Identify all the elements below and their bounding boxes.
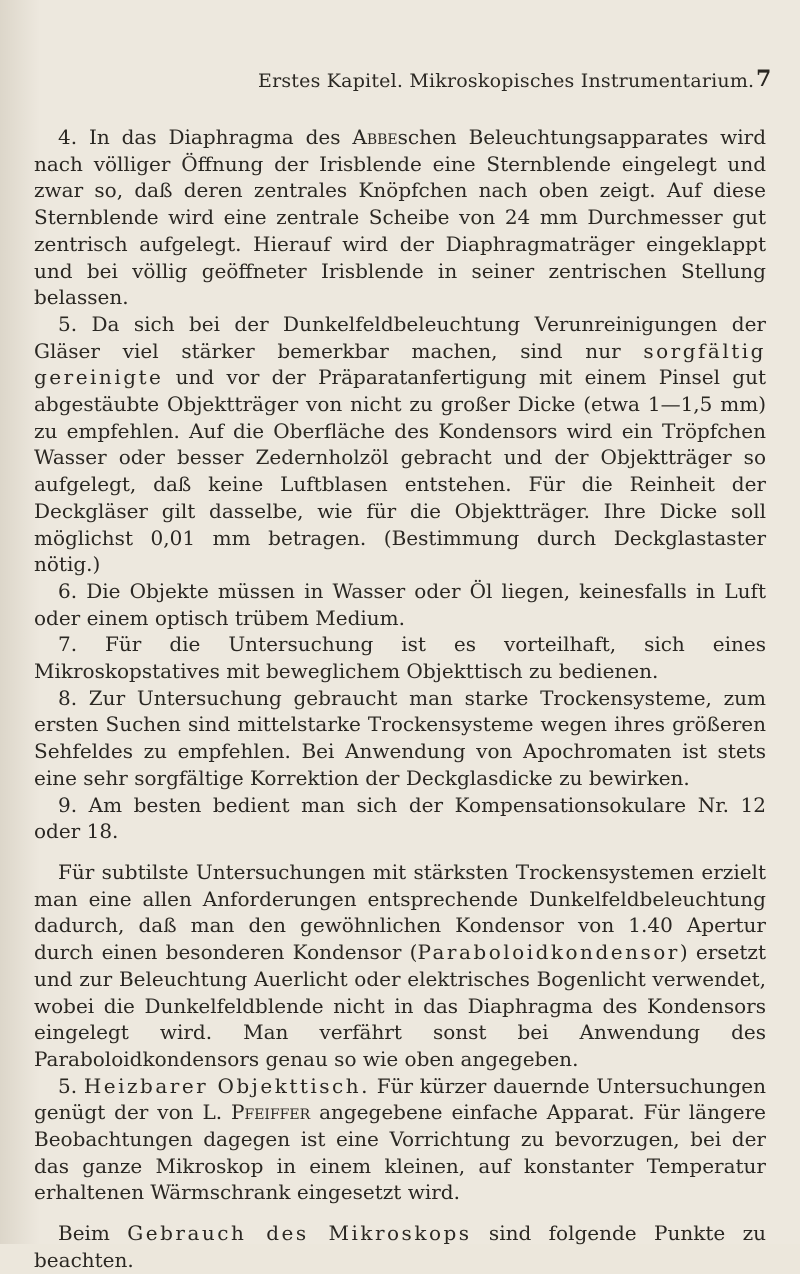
emphasis-gebrauch: Gebrauch des Mikroskops	[127, 1221, 472, 1246]
body-text	[34, 124, 766, 1274]
chapter-title: Erstes Kapitel. Mikroskopisches Instrumentarium.	[258, 70, 755, 92]
paragraph-gebrauch	[34, 1220, 766, 1273]
paragraph-11-text-1: Für kürzer dauernde Untersuchungen genügt der von L.	[34, 1073, 766, 1125]
paragraph-6: 6. Die Objekte müssen in Wasser oder Öl liegen, keinesfalls in Luft oder einem optisch trübem Medium.	[34, 578, 766, 630]
paragraph-4-lead: 4. In das Diaphragma des	[58, 125, 353, 149]
paragraph-5	[34, 311, 766, 578]
paragraph-paraboloid	[34, 859, 766, 1073]
paragraph-12-text: sind folgende Punkte zu beachten.	[34, 1221, 766, 1272]
author-name-abbe: Abbe	[352, 125, 398, 149]
paragraph-12-lead: Beim	[58, 1221, 128, 1246]
emphasis-sorgfaeltig: sorgfältig gereinigte	[34, 338, 766, 390]
paragraph-4-text: schen Beleuchtungsapparates wird nach völliger Öffnung der Irisblende eine Sternblende eingelegt und zwar so, daß deren zentrales Knöpfchen nach oben zeigt. Auf diese Sternblende wird eine zentrale Scheibe von 24 mm Durchmesser gut zentrisch aufgelegt. Hierauf wird der Diaphragmaträger eingeklappt und bei völlig geöffneter Irisblende in seiner zentrischen Stellung belassen.	[34, 125, 766, 310]
section-number: 5.	[58, 1073, 84, 1098]
emphasis-paraboloidkondensor: Paraboloidkondensor	[417, 940, 680, 965]
paragraph-paraboloid-text: ) ersetzt und zur Beleuchtung Auerlicht oder elektrisches Bogenlicht verwendet, wobei die Dunkelfeldblende nicht in das Diaphragma des Kondensors eingelegt wird. Man verfährt sonst bei Anwendung des Paraboloidkondensors genau so wie oben angegeben.	[34, 940, 766, 1071]
running-header	[258, 60, 800, 90]
author-name-pfeiffer: Pfeiffer	[231, 1100, 311, 1125]
paragraph-7: 7. Für die Untersuchung ist es vorteilhaft, sich eines Mikroskopstatives mit beweglichem Objekttisch zu bedienen.	[34, 632, 766, 684]
section-heading: Heizbarer Objekttisch.	[83, 1073, 370, 1098]
paragraph-5-lead: 5. Da sich bei der Dunkelfeldbeleuchtung Verunreinigungen der Gläser viel stärker bemerkbar machen, sind nur	[34, 311, 766, 363]
paragraph-4	[34, 124, 766, 311]
paragraph-heizbarer-objekttisch	[34, 1073, 766, 1207]
page-number: 7	[756, 66, 772, 92]
paragraph-paraboloid-lead: Für subtilste Untersuchungen mit stärksten Trockensystemen erzielt man eine allen Anforderungen entsprechende Dunkelfeldbeleuchtung dadurch, daß man den gewöhnlichen Kondensor von 1.40 Apertur durch einen besonderen Kondensor (	[34, 859, 766, 965]
paragraph-8: 8. Zur Untersuchung gebraucht man starke Trockensysteme, zum ersten Suchen sind mittelstarke Trockensysteme wegen ihres größeren Sehfeldes zu empfehlen. Bei Anwendung von Apochromaten ist stets eine sehr sorgfältige Korrektion der Deckglasdicke zu bewirken.	[34, 685, 766, 790]
paragraph-5-text: und vor der Präparatanfertigung mit einem Pinsel gut abgestäubte Objektträger von nicht zu großer Dicke (etwa 1—1,5 mm) zu empfehlen. Auf die Oberfläche des Kondensors wird ein Tröpfchen Wasser oder besser Zedernholzöl gebracht und der Objektträger so aufgelegt, daß keine Luftblasen entstehen. Für die Reinheit der Deckgläser gilt dasselbe, wie für die Objektträger. Ihre Dicke soll möglichst 0,01 mm betragen. (Bestimmung durch Deckglastaster nötig.)	[34, 365, 766, 577]
paragraph-9: 9. Am besten bedient man sich der Kompensationsokulare Nr. 12 oder 18.	[34, 792, 766, 844]
paragraph-11-text-2: angegebene einfache Apparat. Für längere Beobachtungen dagegen ist eine Vorrichtung zu bevorzugen, bei der das ganze Mikroskop in einem kleinen, auf konstanter Temperatur erhaltenen Wärmschrank eingesetzt wird.	[34, 1100, 766, 1205]
